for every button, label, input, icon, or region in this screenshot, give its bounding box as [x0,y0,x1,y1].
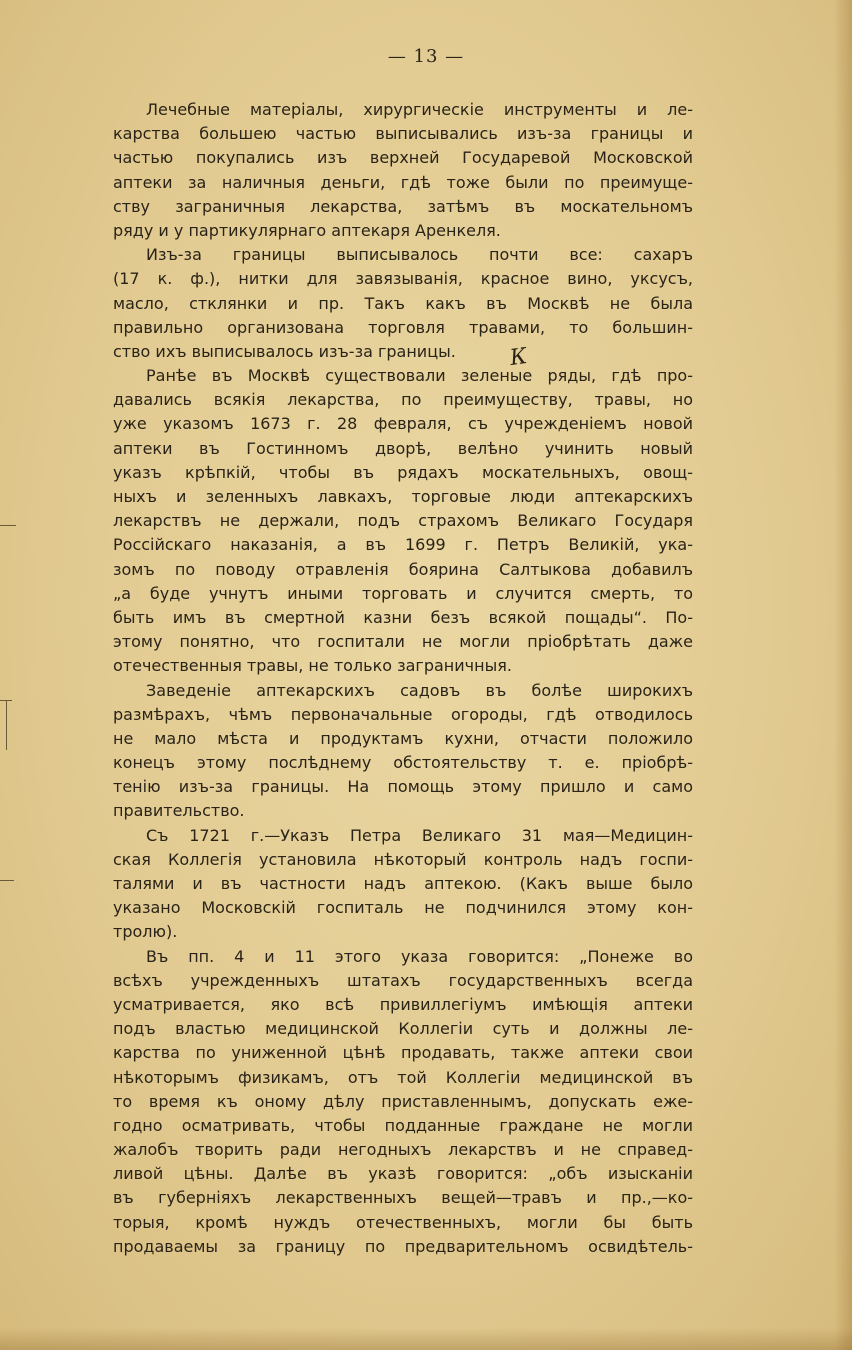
text-line: талями и въ частности надъ аптекою. (Какъ выше было [113,874,693,893]
text-line: (17 к. ф.), нитки для завязыванія, красное вино, уксусъ, [113,269,693,289]
text-line: частью покупались изъ верхней Государевой Московской [113,148,693,168]
text-line: ская Коллегія установила нѣкоторый контроль надъ госпи- [113,849,693,869]
text-line: нѣкоторымъ физикамъ, отъ той Коллегіи медицинской въ [113,1067,693,1087]
text-line: правительство. [113,801,245,821]
page-number: — 13 — [387,46,465,67]
text-line: Россійскаго наказанія, а въ 1699 г. Петръ Великій, ука- [113,535,693,555]
text-line: Изъ-за границы выписывалось почти все: сахаръ [146,245,693,265]
text-line: годно осматривать, чтобы подданные граждане не могли [113,1115,693,1135]
text-line: всѣхъ учрежденныхъ штатахъ государственныхъ всегда [113,970,693,990]
text-line: масло, стклянки и пр. Такъ какъ въ Москвѣ не была [113,293,693,313]
text-line: въ губерніяхъ лекарственныхъ вещей—травъ и пр.,—ко- [113,1188,693,1208]
text-line: быть имъ въ смертной казни безъ всякой пощады“. По- [113,607,693,627]
page-edge-shadow-right [834,0,852,1350]
margin-tick-mark [0,880,14,881]
text-line: указъ крѣпкій, чтобы въ рядахъ москательныхъ, овощ- [113,462,693,482]
margin-tick-mark-vertical [6,700,7,750]
text-line: тенію изъ-за границы. На помощь этому пришло и само [113,777,693,797]
body-text [113,98,693,1259]
text-line: давались всякія лекарства, по преимуществу, травы, но [113,390,693,410]
text-line: Лечебные матеріалы, хирургическіе инструменты и ле- [146,100,693,119]
text-line: не мало мѣста и продуктамъ кухни, отчасти положило [113,728,693,748]
text-line: размѣрахъ, чѣмъ первоначальные огороды, гдѣ отводилось [113,704,693,724]
text-line: ныхъ и зеленныхъ лавкахъ, торговые люди аптекарскихъ [113,487,693,506]
text-line: карства по униженной цѣнѣ продавать, также аптеки свои [113,1043,693,1063]
text-line: Въ пп. 4 и 11 этого указа говорится: „Понеже во [146,946,693,966]
text-line: то время къ оному дѣлу приставленнымъ, допускать еже- [113,1091,693,1111]
text-line: уже указомъ 1673 г. 28 февраля, съ учрежденіемъ новой [113,414,693,434]
text-line: аптеки за наличныя деньги, гдѣ тоже были по преимуще- [113,172,693,192]
margin-tick-mark [0,525,16,526]
text-line: торыя, кромѣ нуждъ отечественныхъ, могли бы быть [113,1212,693,1232]
text-line: аптеки въ Гостинномъ дворѣ, велѣно учинить новый [113,438,693,458]
text-line: ливой цѣны. Далѣе въ указѣ говорится: „объ изысканіи [113,1164,693,1184]
text-line: Ранѣе въ Москвѣ существовали зеленые ряды, гдѣ про- [146,366,693,386]
text-line: ству заграничныя лекарства, затѣмъ въ москательномъ [113,196,693,216]
text-line: усматривается, яко всѣ привиллегіумъ имѣющія аптеки [113,994,693,1014]
text-line: „а буде учнутъ иными торговать и случится смерть, то [113,583,693,603]
text-line: ство ихъ выписывалось изъ-за границы. [113,341,456,361]
text-line: зомъ по поводу отравленія боярина Салтыкова добавилъ [113,559,693,579]
text-line: ряду и у партикулярнаго аптекаря Аренкеля. [113,220,501,240]
handwritten-correction: К [508,343,529,372]
text-line: лекарствъ не держали, подъ страхомъ Великаго Государя [113,511,693,531]
text-line: правильно организована торговля травами, то большин- [113,317,693,337]
text-line: Заведеніе аптекарскихъ садовъ въ болѣе широкихъ [146,680,693,700]
page-edge-shadow-bottom [0,1328,852,1350]
text-line: Съ 1721 г.—Указъ Петра Великаго 31 мая—Медицин- [146,825,693,845]
text-line: карства большею частью выписывались изъ-за границы и [113,124,693,144]
text-line: отечественныя травы, не только заграничныя. [113,656,512,676]
text-line: указано Московскій госпиталь не подчинился этому кон- [113,898,693,918]
text-line: этому понятно, что госпитали не могли пріобрѣтать даже [113,632,693,652]
margin-tick-mark [0,700,12,701]
text-line: конецъ этому послѣднему обстоятельству т. е. пріобрѣ- [113,753,693,773]
text-line: тролю). [113,922,178,942]
text-line: жалобъ творить ради негодныхъ лекарствъ и не справед- [113,1140,693,1160]
text-line: продаваемы за границу по предварительномъ освидѣтель- [113,1236,693,1256]
text-line: подъ властью медицинской Коллегіи суть и должны ле- [113,1019,693,1039]
